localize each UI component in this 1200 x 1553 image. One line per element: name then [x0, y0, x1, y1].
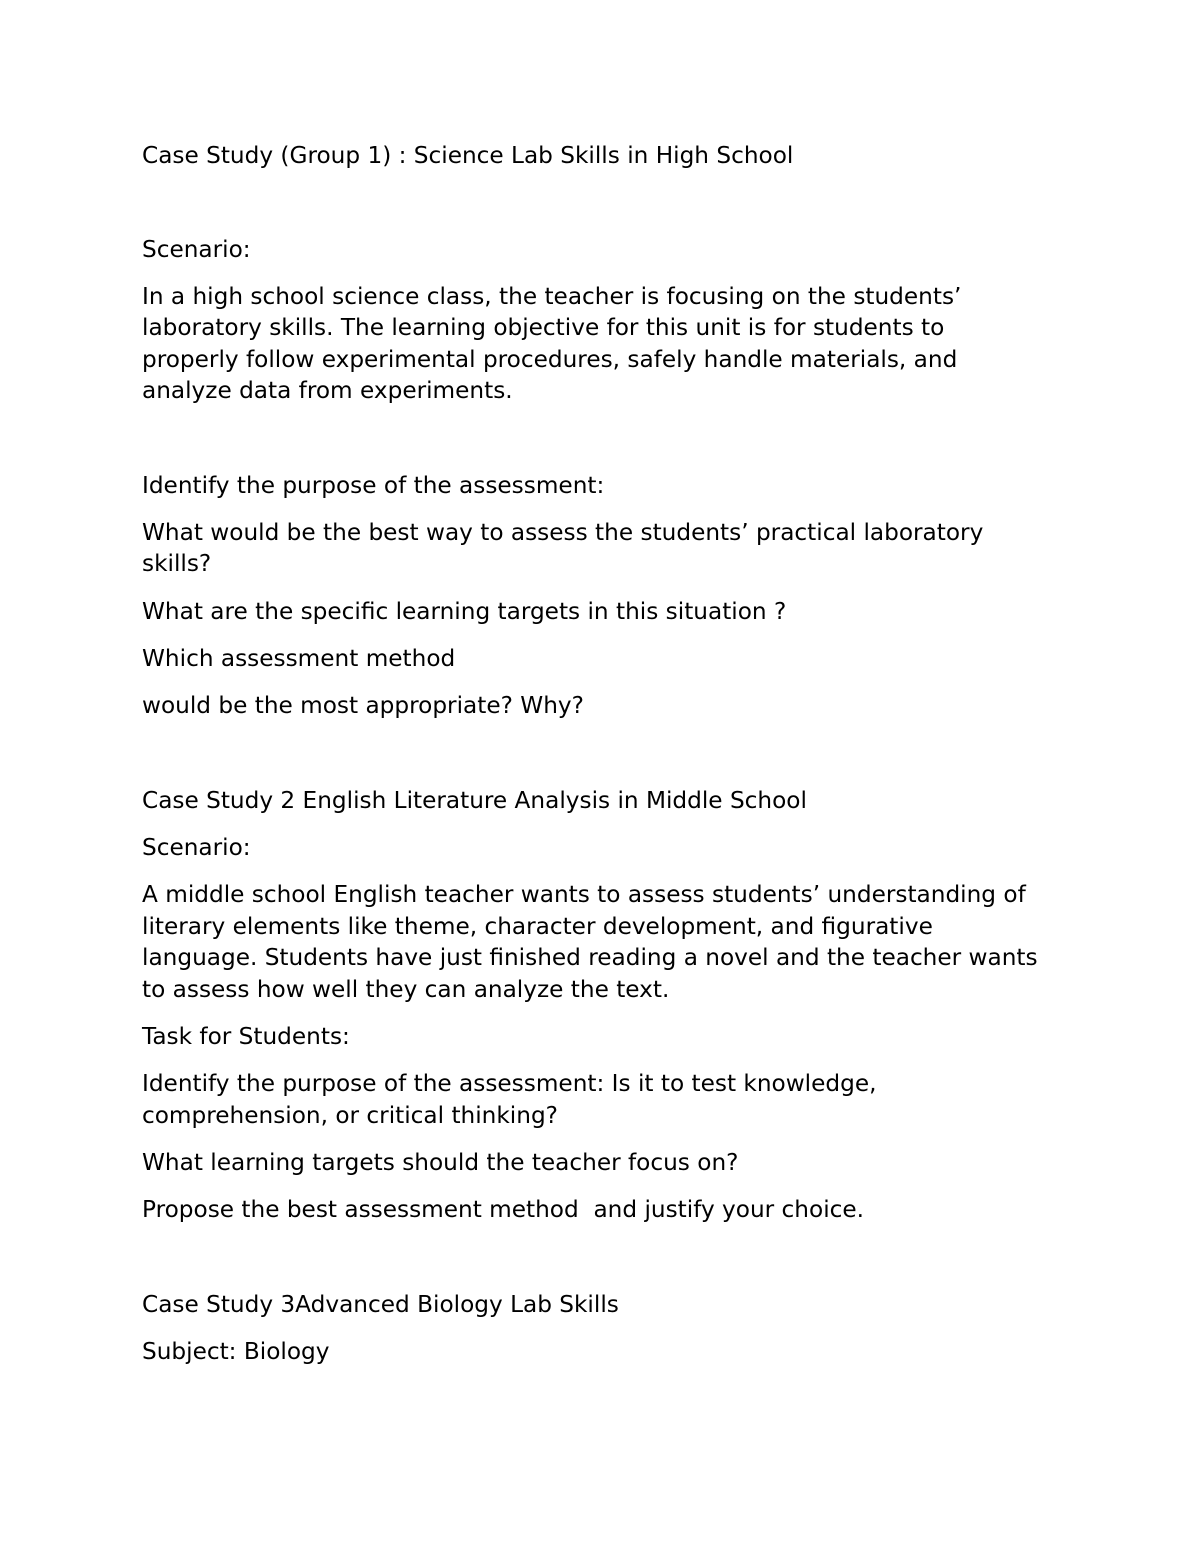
case2-title: Case Study 2 English Literature Analysis in Middle School: [142, 787, 807, 814]
case2-task-label: Task for Students:: [142, 1023, 350, 1050]
case2-task-1: comprehension, or critical thinking?: [142, 1102, 558, 1129]
case2-scenario-line: literary elements like theme, character development, and figurative: [142, 913, 933, 940]
case1-scenario-line: In a high school science class, the teacher is focusing on the students’: [142, 283, 962, 310]
case1-scenario-line: laboratory skills. The learning objective for this unit is for students to: [142, 314, 945, 341]
case1-question-1: What would be the best way to assess the students’ practical laboratory: [142, 519, 984, 546]
case1-scenario-line: analyze data from experiments.: [142, 377, 513, 404]
case1-scenario-label: Scenario:: [142, 236, 251, 263]
case2-task-1: Identify the purpose of the assessment: Is it to test knowledge,: [142, 1070, 877, 1097]
case1-title: Case Study (Group 1) : Science Lab Skills in High School: [142, 142, 794, 169]
case2-scenario-line: language. Students have just finished reading a novel and the teacher wants: [142, 944, 1038, 971]
case2-scenario-line: to assess how well they can analyze the text.: [142, 976, 670, 1003]
case1-question-4: would be the most appropriate? Why?: [142, 692, 584, 719]
case1-question-2: What are the specific learning targets in this situation ?: [142, 598, 787, 625]
case1-question-1: skills?: [142, 550, 212, 577]
case2-scenario-label: Scenario:: [142, 834, 251, 861]
case1-scenario-line: properly follow experimental procedures, safely handle materials, and: [142, 346, 958, 373]
case1-purpose-heading: Identify the purpose of the assessment:: [142, 472, 605, 499]
case1-question-3: Which assessment method: [142, 645, 456, 672]
case3-subject: Subject: Biology: [142, 1338, 330, 1365]
case3-title: Case Study 3Advanced Biology Lab Skills: [142, 1291, 619, 1318]
case2-scenario-line: A middle school English teacher wants to assess students’ understanding of: [142, 881, 1026, 908]
case2-task-3: Propose the best assessment method and justify your choice.: [142, 1196, 865, 1223]
case2-task-2: What learning targets should the teacher focus on?: [142, 1149, 739, 1176]
